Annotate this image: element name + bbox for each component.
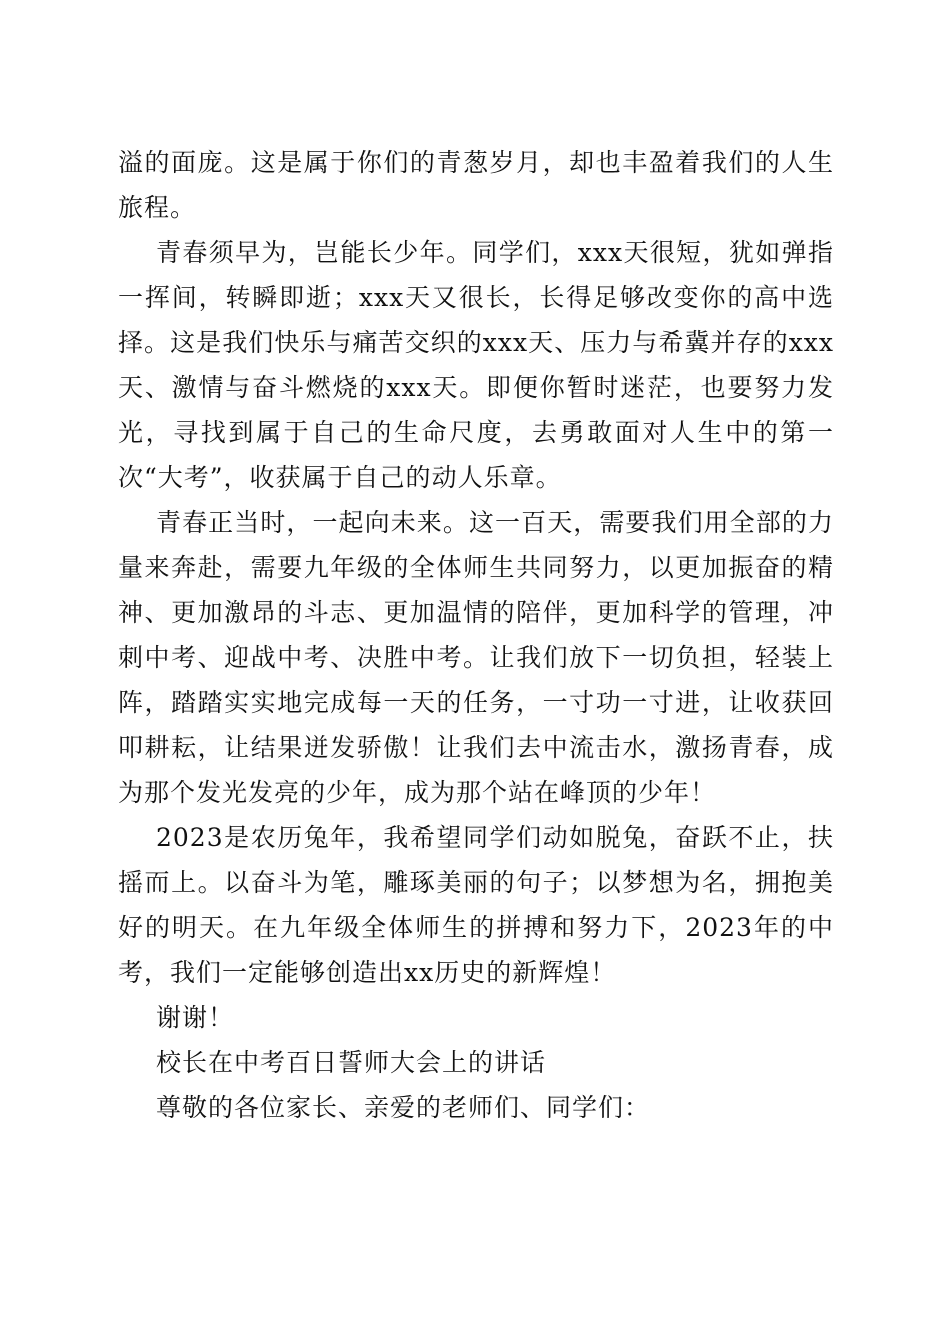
salutation-line: 尊敬的各位家长、亲爱的老师们、同学们：: [156, 1093, 651, 1122]
paragraph-youth-now: 青春正当时，一起向未来。这一百天，需要我们用全部的力量来奔赴，需要九年级的全体师生共同努力，以更加振奋的精神、更加激昂的斗志、更加温情的陪伴，更加科学的管理，冲刺中考、迎战中考、决胜中考。让我们放下一切负担，轻装上阵，踏踏实实地完成每一天的任务，一寸功一寸进，让收获回叩耕耘，让结果迸发骄傲！让我们去中流击水，激扬青春，成为那个发光发亮的少年，成为那个站在峰顶的少年！: [118, 508, 834, 807]
speech-title: 校长在中考百日誓师大会上的讲话: [156, 1048, 547, 1077]
paragraph-rabbit-year: 2023是农历兔年，我希望同学们动如脱兔，奋跃不止，扶摇而上。以奋斗为笔，雕琢美丽的句子；以梦想为名，拥抱美好的明天。在九年级全体师生的拼搏和努力下，2023年的中考，我们一定能够创造出xx历史的新辉煌！: [118, 823, 834, 987]
document-body: [118, 140, 834, 1130]
paragraph-continuation: 溢的面庞。这是属于你们的青葱岁月，却也丰盈着我们的人生旅程。: [118, 148, 834, 222]
thanks-line: 谢谢！: [156, 1003, 235, 1032]
paragraph-youth-early: 青春须早为，岂能长少年。同学们，xxx天很短，犹如弹指一挥间，转瞬即逝；xxx天又很长，长得足够改变你的高中选择。这是我们快乐与痛苦交织的xxx天、压力与希冀并存的xxx天、激情与奋斗燃烧的xxx天。即便你暂时迷茫，也要努力发光，寻找到属于自己的生命尺度，去勇敢面对人生中的第一次“大考”，收获属于自己的动人乐章。: [118, 238, 834, 492]
